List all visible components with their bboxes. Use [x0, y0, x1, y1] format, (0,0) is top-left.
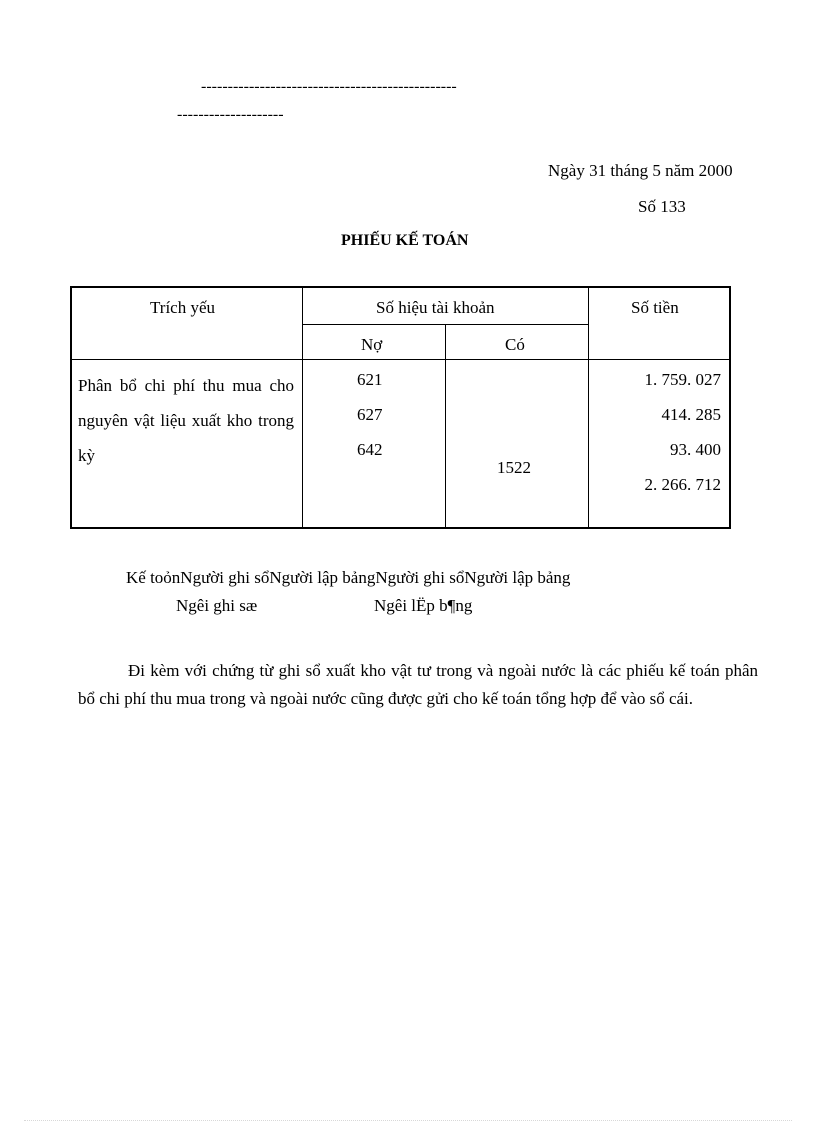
document-date: Ngày 31 tháng 5 năm 2000 — [548, 161, 733, 180]
signature-label-recorder: Ngêi ghi sæ — [176, 596, 258, 615]
amount-value: 1. 759. 027 — [644, 370, 721, 389]
table-divider — [72, 359, 729, 360]
accounting-table — [70, 286, 731, 529]
signature-label-preparer: Ngêi lËp b¶ng — [374, 596, 473, 615]
dash-separator-1: ------------------------------------------------ — [201, 78, 457, 95]
amount-value: 93. 400 — [670, 440, 721, 459]
table-divider — [588, 288, 589, 527]
page-title: PHIẾU KẾ TOÁN — [341, 232, 469, 249]
amount-total: 2. 266. 712 — [644, 475, 721, 494]
row-description: Phân bổ chi phí thu mua cho nguyên vật liệu xuất kho trong kỳ — [78, 376, 294, 465]
header-summary: Trích yếu — [150, 298, 216, 317]
debit-account: 627 — [357, 405, 383, 424]
header-debit: Nợ — [361, 335, 383, 354]
dash-separator-2: -------------------- — [177, 106, 284, 123]
page-bottom-divider — [24, 1120, 792, 1121]
body-paragraph: Đi kèm với chứng từ ghi sổ xuất kho vật tư trong và ngoài nước là các phiếu kế toán phân bổ chi phí thu mua trong và ngoài nước cũng được gửi cho kế toán tổng hợp để vào sổ cái. — [78, 661, 758, 708]
debit-account: 621 — [357, 370, 383, 389]
header-amount: Số tiền — [631, 298, 679, 317]
document-number: Số 133 — [638, 197, 686, 216]
header-credit: Có — [505, 335, 525, 354]
amount-value: 414. 285 — [661, 405, 721, 424]
header-account-number: Số hiệu tài khoản — [376, 298, 495, 317]
signature-line: Kế toỏnNgười ghi sổNgười lập bảngNgười ghi sổNgười lập bảng — [126, 568, 571, 587]
credit-account: 1522 — [497, 458, 531, 477]
table-divider — [302, 324, 588, 325]
debit-account: 642 — [357, 440, 383, 459]
table-divider — [445, 324, 446, 527]
